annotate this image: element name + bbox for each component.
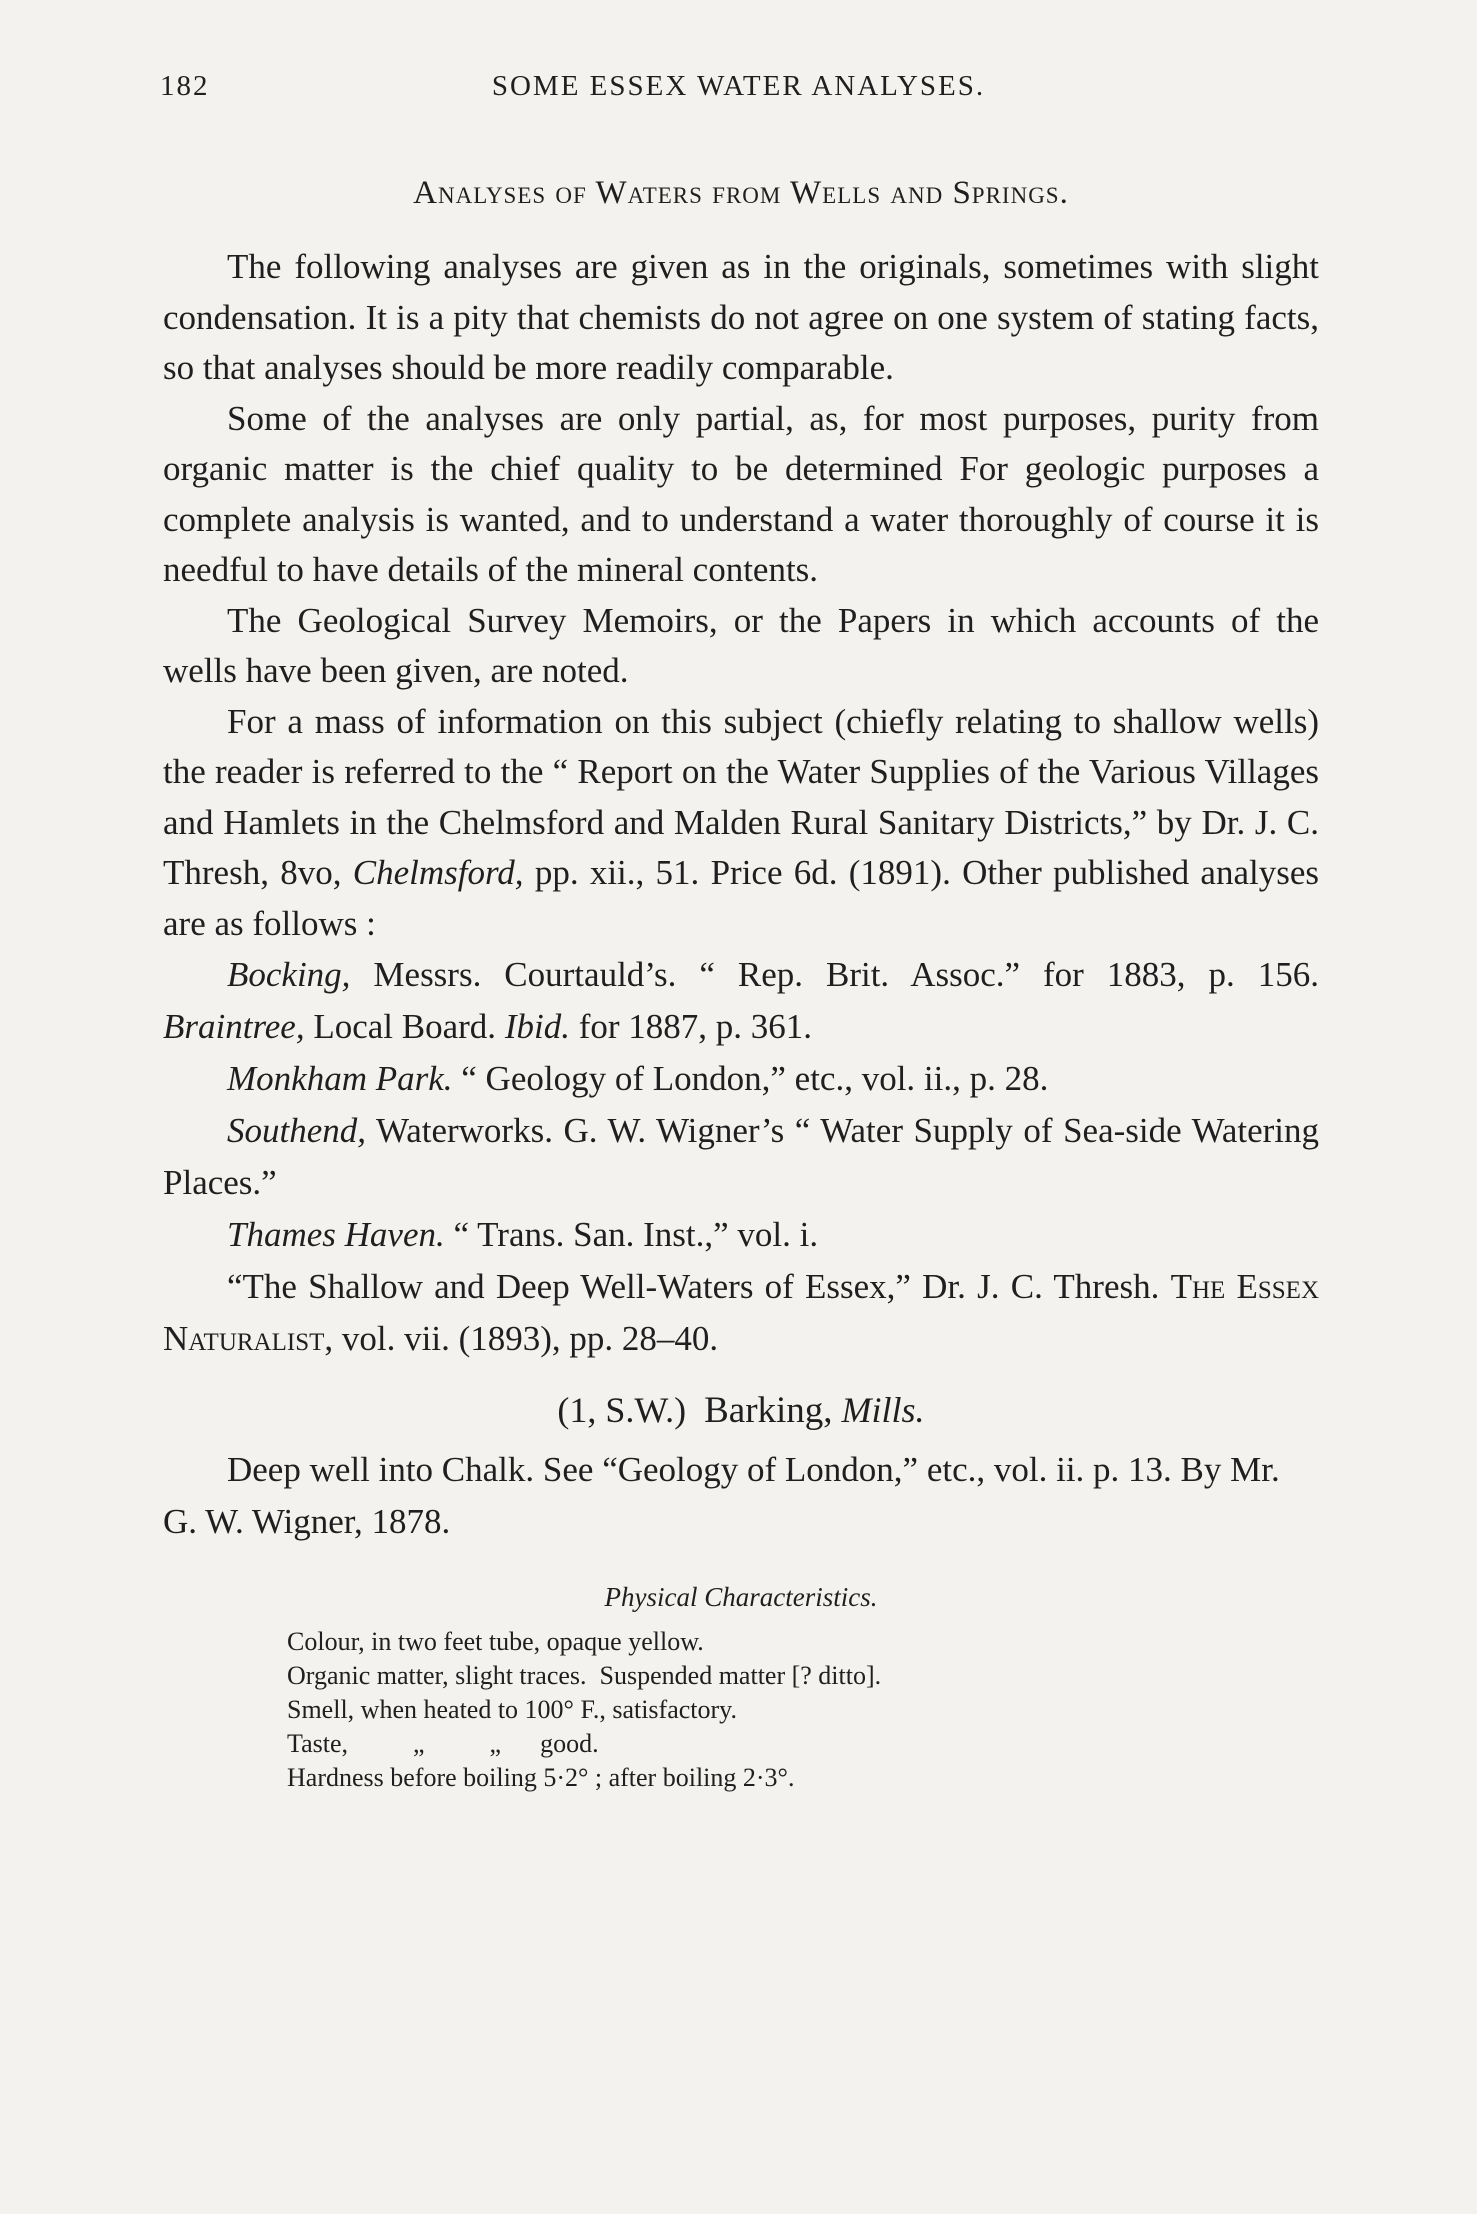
reference-thresh [163, 1261, 1319, 1365]
station-place: Barking, [704, 1390, 833, 1431]
journal-name: The Essex Naturalist, [163, 1267, 1319, 1358]
phys-line-taste: Taste, „ „ good. [287, 1729, 599, 1758]
ref-place: Thames Haven. [227, 1215, 445, 1254]
phys-line-organic: Organic matter, slight traces. Suspended matter [? ditto]. [287, 1661, 882, 1690]
station-number: (1, S.W.) [557, 1390, 687, 1430]
physical-caption: Physical Characteristics. [604, 1582, 878, 1612]
page-number: 182 [160, 70, 210, 102]
memoirs-paragraph: The Geological Survey Memoirs, or the Papers in which accounts of the wells have been given, are noted. [163, 600, 1319, 690]
reference-monkham [163, 1053, 1319, 1105]
ref-text: Local Board. [304, 1007, 505, 1046]
report-place-italic: Chelmsford, [352, 853, 524, 892]
ref-text: “ Geology of London,” etc., vol. ii., p. 28. [452, 1059, 1049, 1098]
phys-line-colour: Colour, in two feet tube, opaque yellow. [287, 1627, 704, 1656]
phys-line-hardness: Hardness before boiling 5·2° ; after boiling 2·3°. [287, 1763, 795, 1792]
ref-place: Monkham Park. [227, 1059, 453, 1098]
ref-text: “ Trans. San. Inst.,” vol. i. [444, 1215, 819, 1254]
report-paragraph-tail: pp. xii., 51. Price 6d. (1891). Other published analyses are as follows : [163, 853, 1319, 943]
ref-text: “The Shallow and Deep Well-Waters of Essex,” Dr. J. C. Thresh. [227, 1267, 1171, 1306]
page-header [160, 70, 1317, 110]
running-head: SOME ESSEX WATER ANALYSES. [491, 70, 986, 102]
ref-place: Southend, [227, 1111, 367, 1150]
reference-southend [163, 1105, 1319, 1209]
physical-characteristics [287, 1625, 1319, 1795]
intro-paragraph: The following analyses are given as in the originals, sometimes with slight condensation. It is a pity that chemists do not agree on one system of stating facts, so that analyses should be more readily comparable. [163, 247, 1319, 387]
ref-text: Messrs. Courtauld’s. “ Rep. Brit. Assoc.” for 1883, p. 156. [350, 955, 1319, 994]
report-paragraph [163, 697, 1319, 950]
ref-text: for 1887, p. 361. [569, 1007, 813, 1046]
ref-place: Bocking, [227, 955, 351, 994]
station-heading [163, 1389, 1319, 1432]
section-heading: Analyses of Waters from Wells and Springs. [413, 175, 1069, 211]
reference-thames-haven [163, 1209, 1319, 1261]
report-paragraph-text: For a mass of information on this subject (chiefly relating to shallow wells) the reader is referred to the “ Report on the Water Supplies of the Various Villages and Hamlets in the Chelmsford and Malden Rural Sanitary Districts,” by Dr. J. C. Thresh, 8vo, [163, 701, 1319, 892]
station-note: Deep well into Chalk. See “Geology of London,” etc., vol. ii. p. 13. By Mr. G. W. Wigner, 1878. [163, 1450, 1280, 1541]
page-content [163, 160, 1319, 1795]
station-site: Mills. [841, 1390, 925, 1430]
reference-bocking [163, 949, 1319, 1053]
phys-line-smell: Smell, when heated to 100° F., satisfactory. [287, 1695, 737, 1724]
ref-text: Waterworks. G. W. Wigner’s “ Water Supply of Sea-side Watering Places.” [163, 1111, 1319, 1202]
partial-analyses-paragraph: Some of the analyses are only partial, as, for most purposes, purity from organic matter is the chief quality to be determined For geologic purposes a complete analysis is wanted, and to understand a water thoroughly of course it is needful to have details of the mineral contents. [163, 398, 1319, 589]
ref-place-braintree: Braintree, [163, 1007, 305, 1046]
ref-text: vol. vii. (1893), pp. 28–40. [333, 1319, 719, 1358]
ref-ibid: Ibid. [504, 1007, 570, 1046]
